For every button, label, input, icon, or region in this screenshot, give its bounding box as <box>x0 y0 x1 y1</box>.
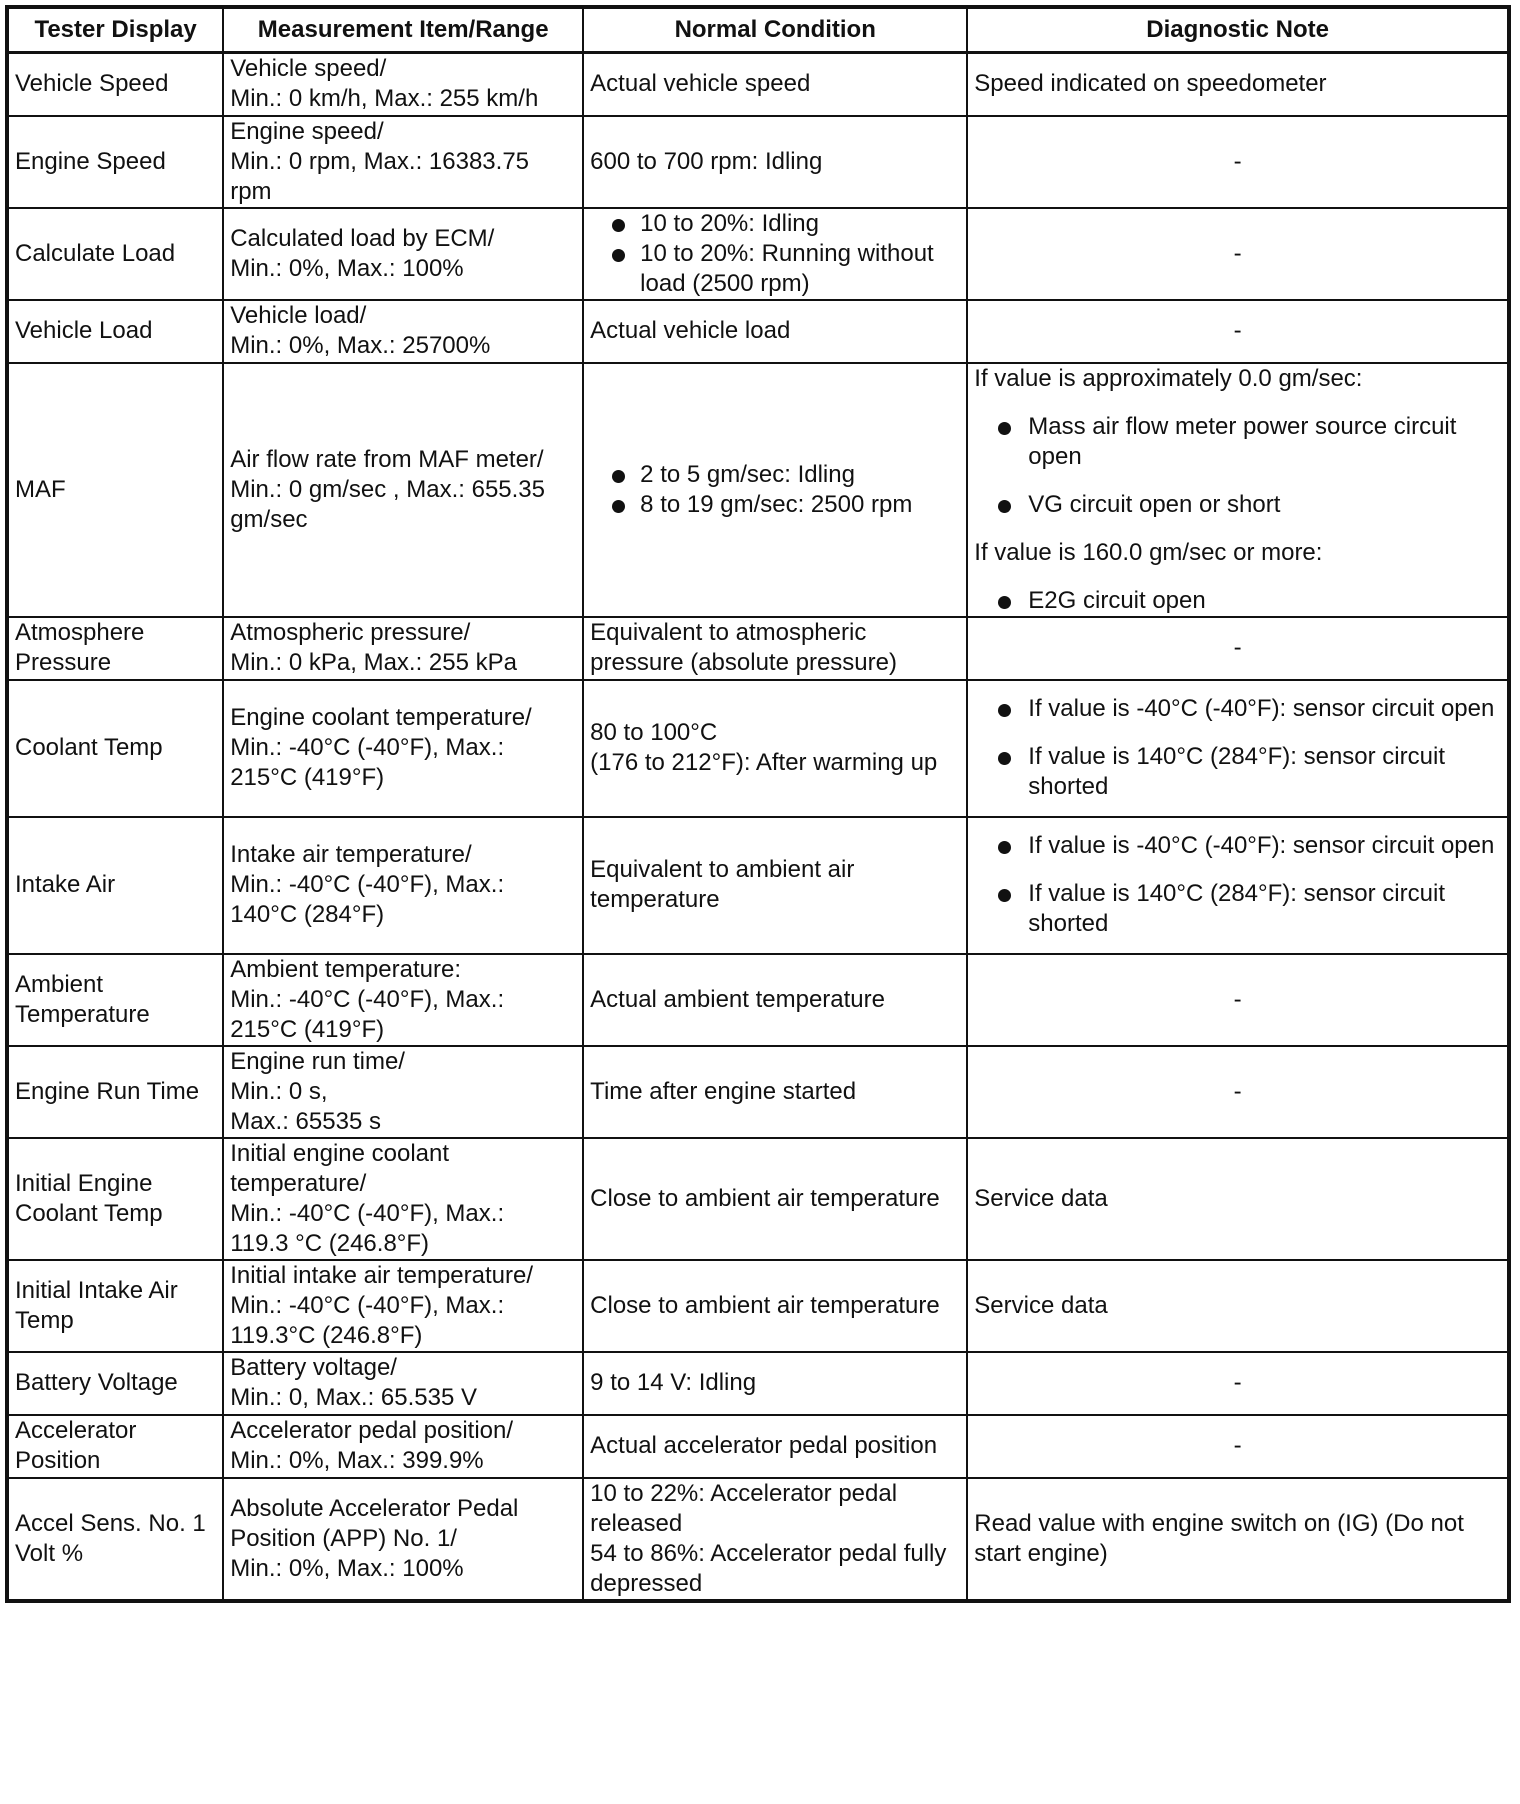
cell-text: 600 to 700 rpm: Idling <box>590 147 823 175</box>
measurement-range-cell <box>223 617 583 680</box>
cell-text: Min.: -40°C (-40°F), Max.: <box>230 1291 505 1319</box>
cell-text: rpm <box>230 177 272 205</box>
cell-text: Absolute Accelerator Pedal <box>230 1494 519 1522</box>
cell-text: Accel Sens. No. 1 <box>15 1509 206 1537</box>
cell-text: gm/sec <box>230 505 308 533</box>
cell-text: Vehicle Load <box>15 317 153 344</box>
cell-text: Air flow rate from MAF meter/ <box>230 445 544 473</box>
table-row <box>7 1260 1509 1352</box>
cell-text: pressure (absolute pressure) <box>590 649 897 676</box>
diagnostic-note-cell: - <box>967 617 1509 680</box>
cell-text: Battery voltage/ <box>230 1354 397 1381</box>
cell-text: Time after engine started <box>590 1077 857 1105</box>
table-row <box>7 53 1509 116</box>
diagnostic-note-cell <box>967 680 1509 817</box>
cell-text: 215°C (419°F) <box>230 764 385 791</box>
diagnostic-note-cell <box>967 1138 1509 1260</box>
table-row <box>7 1046 1509 1138</box>
bullet-list <box>974 412 1501 472</box>
table-row <box>7 954 1509 1046</box>
bullet-item: 10 to 20%: Running without load (2500 rpm) <box>590 239 960 299</box>
cell-text: Close to ambient air temperature <box>590 1184 940 1212</box>
tester-display-cell <box>7 208 223 300</box>
table-row <box>7 680 1509 817</box>
cell-text: Min.: 0%, Max.: 100% <box>230 254 464 282</box>
cell-text: Initial Intake Air <box>15 1276 178 1304</box>
bullet-item: 2 to 5 gm/sec: Idling <box>590 460 960 490</box>
cell-text: Equivalent to ambient air <box>590 856 855 883</box>
cell-text: 119.3°C (246.8°F) <box>230 1321 423 1349</box>
measurement-range-cell <box>223 817 583 954</box>
cell-text: Initial intake air temperature/ <box>230 1261 534 1289</box>
cell-text: Min.: 0 kPa, Max.: 255 kPa <box>230 649 517 676</box>
cell-text: Intake Air <box>15 871 116 898</box>
cell-text: Min.: 0 km/h, Max.: 255 km/h <box>230 85 539 113</box>
cell-text: Speed indicated on speedometer <box>974 70 1327 98</box>
cell-text: Actual ambient temperature <box>590 985 885 1013</box>
data-list-table <box>5 5 1511 1603</box>
table-row <box>7 208 1509 300</box>
measurement-range-cell <box>223 1352 583 1415</box>
measurement-range-cell <box>223 1415 583 1478</box>
cell-text: 215°C (419°F) <box>230 1015 385 1043</box>
measurement-range-cell <box>223 1046 583 1138</box>
header-row <box>7 7 1509 53</box>
cell-text: Calculate Load <box>15 239 176 267</box>
bullet-list <box>974 490 1501 520</box>
cell-text: Min.: 0, Max.: 65.535 V <box>230 1384 477 1411</box>
cell-text: Atmospheric pressure/ <box>230 619 471 646</box>
measurement-range-cell <box>223 1138 583 1260</box>
table-row <box>7 300 1509 363</box>
cell-text: Battery Voltage <box>15 1369 178 1396</box>
tester-display-cell <box>7 1415 223 1478</box>
bullet-list <box>974 694 1501 724</box>
bullet-item: VG circuit open or short <box>974 490 1501 520</box>
cell-text: Accelerator pedal position/ <box>230 1417 514 1444</box>
cell-text: 10 to 22%: Accelerator pedal <box>590 1479 898 1507</box>
tester-display-cell <box>7 817 223 954</box>
normal-condition-cell <box>583 116 967 208</box>
note-heading: If value is approximately 0.0 gm/sec: <box>974 364 1363 392</box>
diagnostic-note-cell <box>967 53 1509 116</box>
normal-condition-cell <box>583 1138 967 1260</box>
cell-text: Accelerator <box>15 1417 137 1444</box>
cell-text: (176 to 212°F): After warming up <box>590 749 938 776</box>
cell-text: Initial Engine <box>15 1169 153 1197</box>
normal-condition-cell <box>583 300 967 363</box>
cell-text: Engine Speed <box>15 147 166 175</box>
bullet-item: 8 to 19 gm/sec: 2500 rpm <box>590 490 960 520</box>
cell-text: 119.3 °C (246.8°F) <box>230 1229 430 1257</box>
measurement-range-cell <box>223 954 583 1046</box>
cell-text: Min.: -40°C (-40°F), Max.: <box>230 1199 505 1227</box>
bullet-item: If value is 140°C (284°F): sensor circuit shorted <box>974 879 1501 939</box>
cell-text: temperature/ <box>230 1169 367 1197</box>
cell-text: Calculated load by ECM/ <box>230 224 495 252</box>
cell-text: Ambient <box>15 970 104 998</box>
bullet-list <box>974 586 1501 616</box>
cell-text: Initial engine coolant <box>230 1139 450 1167</box>
cell-text: Close to ambient air temperature <box>590 1291 940 1319</box>
diagnostic-note-cell: - <box>967 1352 1509 1415</box>
normal-condition-cell <box>583 53 967 116</box>
bullet-list <box>590 460 960 520</box>
normal-condition-cell <box>583 817 967 954</box>
cell-text: Actual vehicle load <box>590 317 791 344</box>
normal-condition-cell <box>583 1352 967 1415</box>
cell-text: 9 to 14 V: Idling <box>590 1369 757 1396</box>
cell-text: 140°C (284°F) <box>230 901 385 928</box>
tester-display-cell <box>7 1046 223 1138</box>
normal-condition-cell <box>583 1415 967 1478</box>
normal-condition-cell <box>583 1478 967 1601</box>
measurement-range-cell <box>223 1260 583 1352</box>
diagnostic-note-cell: - <box>967 116 1509 208</box>
cell-text: Min.: 0 gm/sec , Max.: 655.35 <box>230 475 546 503</box>
diagnostic-note-cell: - <box>967 1415 1509 1478</box>
cell-text: Coolant Temp <box>15 734 163 761</box>
table-row <box>7 363 1509 617</box>
cell-text: Equivalent to atmospheric <box>590 619 867 646</box>
tester-display-cell <box>7 954 223 1046</box>
table-row <box>7 1352 1509 1415</box>
measurement-range-cell <box>223 363 583 617</box>
cell-text: depressed <box>590 1569 703 1597</box>
tester-display-cell <box>7 617 223 680</box>
diagnostic-note-cell <box>967 817 1509 954</box>
measurement-range-cell <box>223 680 583 817</box>
table-row <box>7 1415 1509 1478</box>
cell-text: Temp <box>15 1306 74 1334</box>
header-measurement-item: Measurement Item/Range <box>223 7 583 53</box>
cell-text: Actual accelerator pedal position <box>590 1432 938 1459</box>
table-row <box>7 116 1509 208</box>
table-row <box>7 817 1509 954</box>
cell-text: temperature <box>590 886 720 913</box>
cell-text: Min.: 0%, Max.: 25700% <box>230 332 491 359</box>
bullet-item: If value is 140°C (284°F): sensor circuit shorted <box>974 742 1501 802</box>
note-heading: If value is 160.0 gm/sec or more: <box>974 538 1323 566</box>
tester-display-cell <box>7 1260 223 1352</box>
cell-text: Engine coolant temperature/ <box>230 704 532 731</box>
cell-text: Min.: 0 s, <box>230 1077 328 1105</box>
diagnostic-note-cell: - <box>967 300 1509 363</box>
tester-display-cell <box>7 1352 223 1415</box>
cell-text: Coolant Temp <box>15 1199 163 1227</box>
tester-display-cell <box>7 300 223 363</box>
normal-condition-cell <box>583 617 967 680</box>
cell-text: Volt % <box>15 1539 84 1567</box>
tester-display-cell <box>7 1138 223 1260</box>
cell-text: Vehicle Speed <box>15 70 169 98</box>
cell-text: Pressure <box>15 649 112 676</box>
cell-text: Temperature <box>15 1000 150 1028</box>
cell-text: Engine run time/ <box>230 1047 405 1075</box>
cell-text: Vehicle load/ <box>230 302 367 329</box>
diagnostic-note-cell <box>967 363 1509 617</box>
cell-text: released <box>590 1509 683 1537</box>
normal-condition-cell <box>583 954 967 1046</box>
cell-text: Min.: 0 rpm, Max.: 16383.75 <box>230 147 530 175</box>
diagnostic-note-cell <box>967 1478 1509 1601</box>
diagnostic-note-cell: - <box>967 208 1509 300</box>
cell-text: Min.: 0%, Max.: 399.9% <box>230 1447 484 1474</box>
normal-condition-cell <box>583 363 967 617</box>
normal-condition-cell <box>583 1260 967 1352</box>
cell-text: 80 to 100°C <box>590 719 718 746</box>
diagnostic-note-cell: - <box>967 1046 1509 1138</box>
bullet-item: Mass air flow meter power source circuit open <box>974 412 1501 472</box>
tester-display-cell <box>7 53 223 116</box>
cell-text: Atmosphere <box>15 619 145 646</box>
tester-display-cell <box>7 363 223 617</box>
bullet-list <box>974 879 1501 939</box>
measurement-range-cell <box>223 1478 583 1601</box>
cell-text: Service data <box>974 1184 1108 1212</box>
table-row <box>7 1138 1509 1260</box>
cell-text: Min.: -40°C (-40°F), Max.: <box>230 985 505 1013</box>
cell-text: Engine speed/ <box>230 117 384 145</box>
bullet-item: 10 to 20%: Idling <box>590 209 960 239</box>
cell-text: Max.: 65535 s <box>230 1107 381 1135</box>
cell-text: Read value with engine switch on (IG) (Do not <box>974 1509 1464 1537</box>
cell-text: Ambient temperature: <box>230 955 461 983</box>
cell-text: Min.: -40°C (-40°F), Max.: <box>230 871 505 898</box>
table-row <box>7 617 1509 680</box>
cell-text: Actual vehicle speed <box>590 70 811 98</box>
header-diagnostic-note: Diagnostic Note <box>967 7 1509 53</box>
bullet-list <box>974 742 1501 802</box>
cell-text: Min.: 0%, Max.: 100% <box>230 1554 464 1582</box>
header-normal-condition: Normal Condition <box>583 7 967 53</box>
cell-text: MAF <box>15 475 66 503</box>
cell-text: Min.: -40°C (-40°F), Max.: <box>230 734 505 761</box>
diagnostic-note-cell <box>967 1260 1509 1352</box>
cell-text: Intake air temperature/ <box>230 841 472 868</box>
cell-text: Position (APP) No. 1/ <box>230 1524 457 1552</box>
bullet-list <box>974 831 1501 861</box>
measurement-range-cell <box>223 53 583 116</box>
cell-text: Vehicle speed/ <box>230 55 387 83</box>
cell-text: start engine) <box>974 1539 1108 1567</box>
measurement-range-cell <box>223 208 583 300</box>
cell-text: 54 to 86%: Accelerator pedal fully <box>590 1539 947 1567</box>
normal-condition-cell <box>583 1046 967 1138</box>
bullet-item: E2G circuit open <box>974 586 1501 616</box>
bullet-item: If value is -40°C (-40°F): sensor circuit open <box>974 831 1501 861</box>
header-tester-display: Tester Display <box>7 7 223 53</box>
cell-text: Service data <box>974 1291 1108 1319</box>
bullet-item: If value is -40°C (-40°F): sensor circuit open <box>974 694 1501 724</box>
diagnostic-note-cell: - <box>967 954 1509 1046</box>
tester-display-cell <box>7 680 223 817</box>
bullet-list <box>590 209 960 299</box>
cell-text: Engine Run Time <box>15 1077 200 1105</box>
table-row <box>7 1478 1509 1601</box>
cell-text: Position <box>15 1447 101 1474</box>
normal-condition-cell <box>583 208 967 300</box>
measurement-range-cell <box>223 300 583 363</box>
measurement-range-cell <box>223 116 583 208</box>
normal-condition-cell <box>583 680 967 817</box>
tester-display-cell <box>7 1478 223 1601</box>
tester-display-cell <box>7 116 223 208</box>
